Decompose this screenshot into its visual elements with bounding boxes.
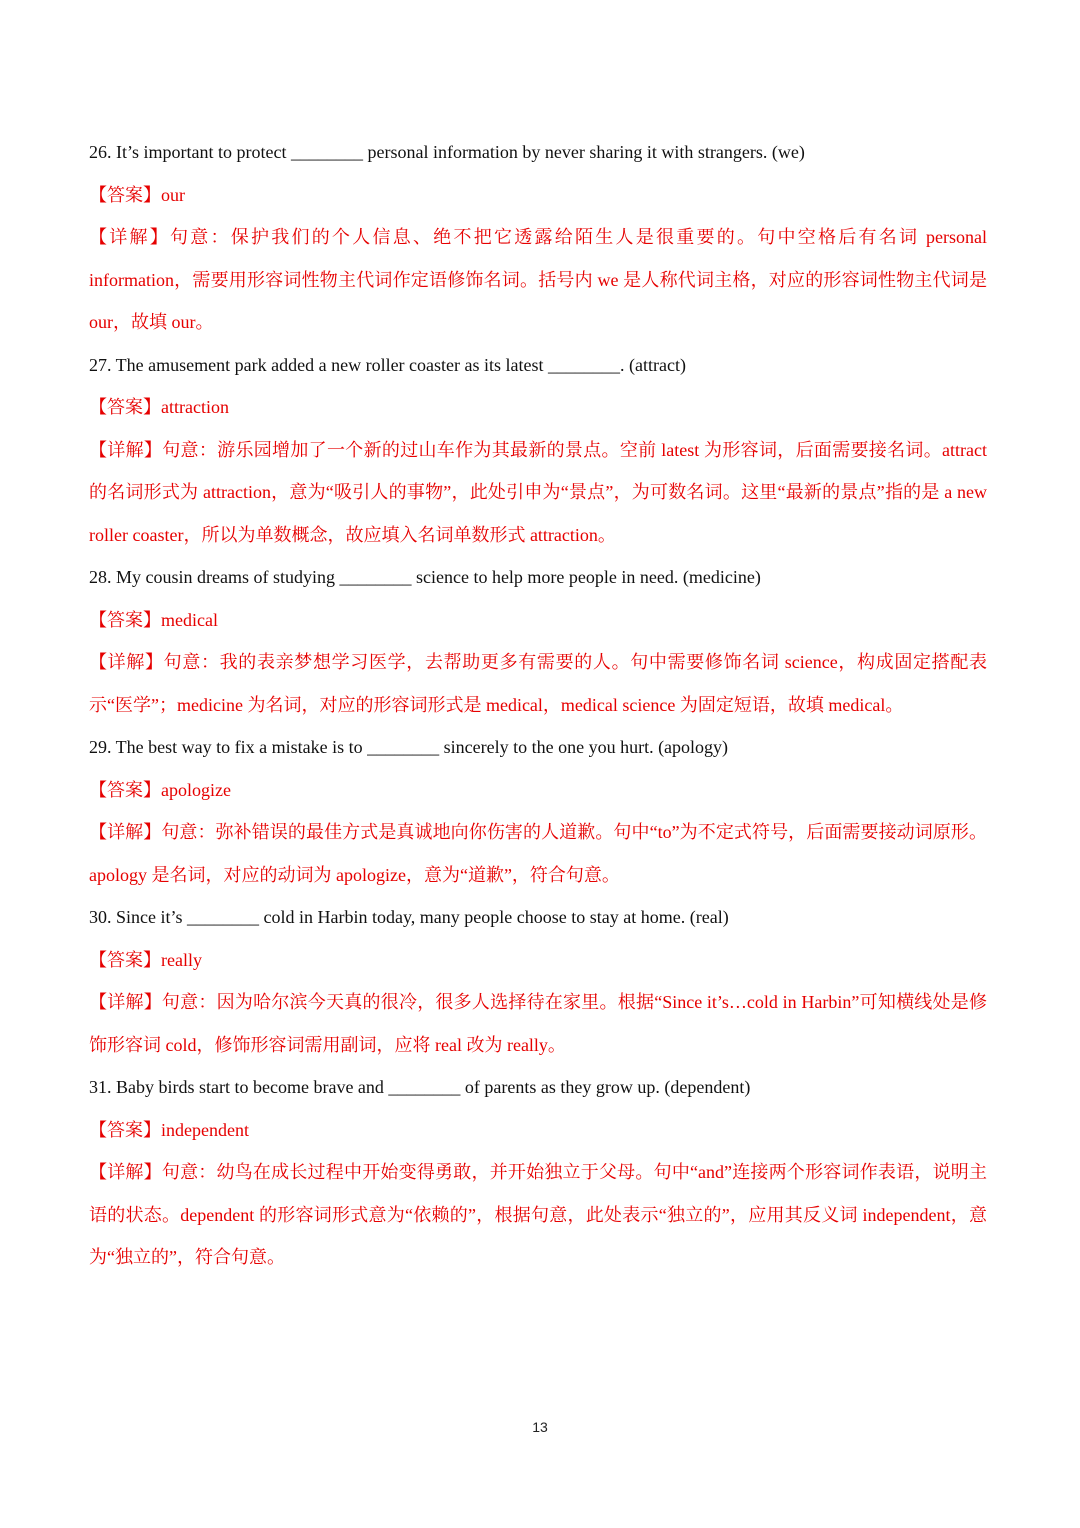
exercise-item-29 <box>89 726 987 896</box>
page-number: 13 <box>532 1419 548 1435</box>
exercise-item-26 <box>89 131 987 344</box>
question-text: 28. My cousin dreams of studying ________ science to help more people in need. (medicine) <box>89 567 761 587</box>
exercise-list <box>89 131 987 1279</box>
exercise-item-31 <box>89 1066 987 1279</box>
question-text: 27. The amusement park added a new roller coaster as its latest ________. (attract) <box>89 354 686 375</box>
explanation-text: 【详解】句意：游乐园增加了一个新的过山车作为其最新的景点。空前 latest 为形容词，后面需要接名词。attract 的名词形式为 attraction，意为“吸引人的事物”，此处引申为“景点”，为可数名词。这里“最新的景点”指的是 a new roller coaster，所以为单数概念，故应填入名词单数形式 attraction。 <box>89 439 987 545</box>
explanation-text: 【详解】句意：保护我们的个人信息、绝不把它透露给陌生人是很重要的。句中空格后有名词 personal information，需要用形容词性物主代词作定语修饰名词。括号内 we 是人称代词主格，对应的形容词性物主代词是 our，故填 our。 <box>89 227 987 332</box>
question-text: 30. Since it’s ________ cold in Harbin today, many people choose to stay at home. (real) <box>89 907 729 927</box>
answer-text: 【答案】really <box>89 949 202 970</box>
exercise-item-27 <box>89 344 987 557</box>
question-text: 26. It’s important to protect ________ personal information by never sharing it with strangers. (we) <box>89 142 805 162</box>
answer-text: 【答案】apologize <box>89 779 231 800</box>
answer-text: 【答案】independent <box>89 1119 249 1140</box>
question-text: 29. The best way to fix a mistake is to ________ sincerely to the one you hurt. (apology) <box>89 737 729 757</box>
question-text: 31. Baby birds start to become brave and ________ of parents as they grow up. (dependent) <box>89 1077 751 1097</box>
answer-text: 【答案】our <box>89 184 185 205</box>
explanation-text: 【详解】句意：弥补错误的最佳方式是真诚地向你伤害的人道歉。句中“to”为不定式符号，后面需要接动词原形。apology 是名词，对应的动词为 apologize，意为“道歉”，符合句意。 <box>89 822 987 885</box>
answer-text: 【答案】attraction <box>89 397 229 417</box>
explanation-text: 【详解】句意：幼鸟在成长过程中开始变得勇敢，并开始独立于父母。句中“and”连接两个形容词作表语，说明主语的状态。dependent 的形容词形式意为“依赖的”，根据句意，此处表示“独立的”，应用其反义词 independent，意为“独立的”，符合句意。 <box>89 1162 987 1267</box>
explanation-text: 【详解】句意：因为哈尔滨今天真的很冷，很多人选择待在家里。根据“Since it’s…cold in Harbin”可知横线处是修饰形容词 cold，修饰形容词需用副词，应将 real 改为 really。 <box>89 992 987 1055</box>
exercise-item-30 <box>89 896 987 1066</box>
answer-text: 【答案】medical <box>89 609 218 630</box>
explanation-text: 【详解】句意：我的表亲梦想学习医学，去帮助更多有需要的人。句中需要修饰名词 science，构成固定搭配表示“医学”；medicine 为名词，对应的形容词形式是 medical，medical science 为固定短语，故填 medical。 <box>89 652 987 715</box>
exercise-item-28 <box>89 556 987 726</box>
